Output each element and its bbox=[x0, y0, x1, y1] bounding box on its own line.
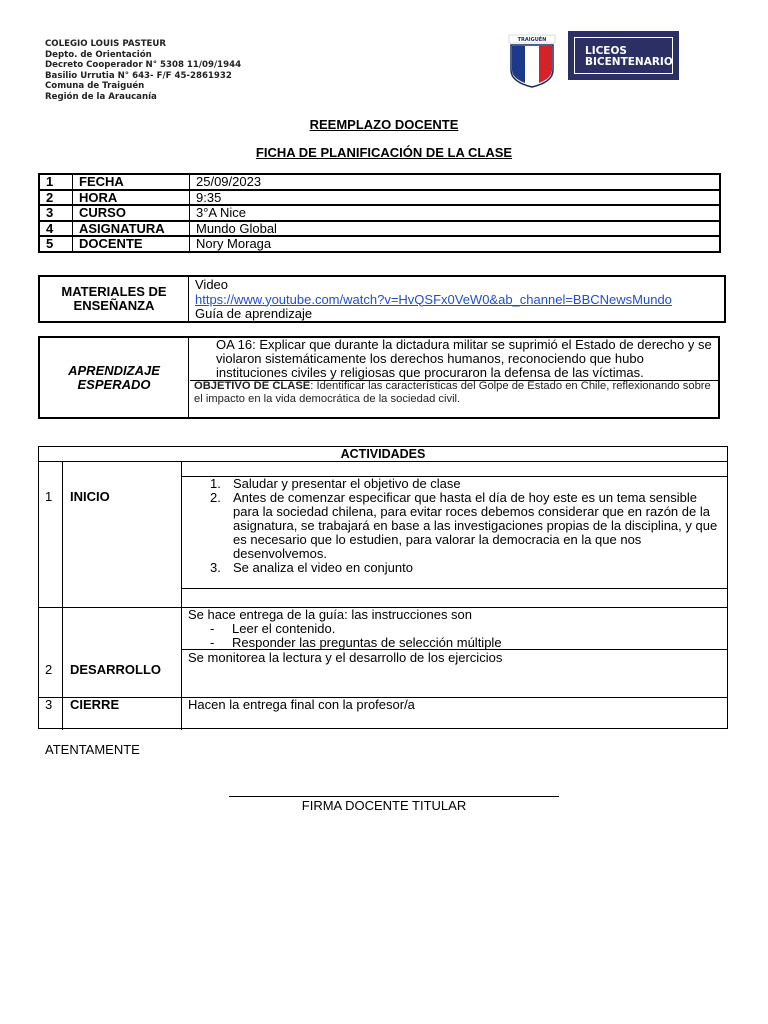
signature-label: FIRMA DOCENTE TITULAR bbox=[301, 798, 467, 813]
row-label: HORA bbox=[73, 190, 190, 206]
row-number: 2 bbox=[39, 190, 73, 206]
desarrollo-label: DESARROLLO bbox=[70, 662, 161, 677]
class-objective-text: : Identificar las características del Golpe de Estado en Chile, reflexionando sobre el impacto en la vida democrática de la sociedad civil. bbox=[194, 380, 711, 405]
school-name: COLEGIO LOUIS PASTEUR bbox=[45, 39, 167, 49]
materials-label: MATERIALES DE ENSEÑANZA bbox=[40, 277, 189, 321]
row-value: Nory Moraga bbox=[190, 236, 721, 252]
closing-text: ATENTAMENTE bbox=[45, 742, 140, 757]
traiguen-crest-logo bbox=[508, 34, 556, 88]
logo-line-2: BICENTENARIO bbox=[585, 56, 673, 68]
row-label: DOCENTE bbox=[73, 236, 190, 252]
materials-video: Video bbox=[195, 277, 229, 292]
list-item: 2. Antes de comenzar especificar que hasta el día de hoy este es un tema sensible para la sociedad chilena, para evitar roces debemos considerar que en razón de la asignatura, se trabajará en base a las investigaciones propias de la disciplina, y que es necesario que lo estudien, para valorar la democracia en la que nos desenvolvemos. bbox=[210, 490, 718, 561]
school-department: Depto. de Orientación bbox=[45, 49, 152, 60]
class-objective-label: OBJETIVO DE CLASE bbox=[194, 380, 311, 392]
desarrollo-instructions bbox=[188, 608, 723, 650]
table-row bbox=[39, 236, 720, 252]
learning-objective-oa: OA 16: Explicar que durante la dictadura militar se suprimió el Estado de derecho y se violaron sistemáticamente los derechos humanos, reconociendo que hubo instituciones civiles y religiosas que procuraron la defensa de las víctimas. bbox=[190, 338, 718, 381]
learning-label: APRENDIZAJE ESPERADO bbox=[40, 338, 189, 417]
document-subtitle: FICHA DE PLANIFICACIÓN DE LA CLASE bbox=[255, 145, 513, 160]
table-row bbox=[39, 190, 720, 206]
row-label: FECHA bbox=[73, 174, 190, 190]
row-number: 1 bbox=[39, 174, 73, 190]
document-title: REEMPLAZO DOCENTE bbox=[309, 117, 459, 132]
list-item: - Leer el contenido. bbox=[210, 621, 336, 636]
desarrollo-intro: Se hace entrega de la guía: las instrucciones son bbox=[188, 607, 473, 622]
class-objective bbox=[190, 380, 718, 406]
video-link[interactable]: https://www.youtube.com/watch?v=HvQSFx0VeW0&ab_channel=BBCNewsMundo bbox=[195, 291, 672, 307]
row-value: Mundo Global bbox=[190, 221, 721, 237]
list-item: 1. Saludar y presentar el objetivo de clase bbox=[210, 476, 461, 491]
cierre-label: CIERRE bbox=[70, 697, 120, 712]
school-address: Basilio Urrutia N° 643- F/F 45-2861932 bbox=[45, 70, 232, 81]
table-row bbox=[39, 221, 720, 237]
school-region: Región de la Araucanía bbox=[45, 91, 157, 102]
table-row bbox=[39, 174, 720, 190]
list-item: 3. Se analiza el video en conjunto bbox=[210, 560, 413, 575]
row-value: 3°A Nice bbox=[190, 205, 721, 221]
row-label: CURSO bbox=[73, 205, 190, 221]
materials-guide: Guía de aprendizaje bbox=[195, 306, 313, 321]
desarrollo-number: 2 bbox=[45, 662, 53, 677]
liceos-bicentenario-logo bbox=[568, 31, 679, 80]
crest-label: TRAIGUÉN bbox=[517, 37, 547, 43]
row-number: 3 bbox=[39, 205, 73, 221]
logo-line-1: LICEOS bbox=[585, 45, 627, 57]
cierre-number: 3 bbox=[45, 697, 53, 712]
row-value: 9:35 bbox=[190, 190, 721, 206]
class-info-table bbox=[38, 173, 721, 253]
cierre-text: Hacen la entrega final con la profesor/a bbox=[188, 697, 415, 712]
school-commune: Comuna de Traiguén bbox=[45, 81, 145, 92]
inicio-content bbox=[188, 477, 723, 575]
table-row bbox=[39, 205, 720, 221]
school-decree: Decreto Cooperador N° 5308 11/09/1944 bbox=[45, 60, 242, 71]
activities-table bbox=[38, 446, 728, 729]
row-label: ASIGNATURA bbox=[73, 221, 190, 237]
learning-box bbox=[38, 336, 720, 419]
materials-box bbox=[38, 275, 726, 323]
row-number: 4 bbox=[39, 221, 73, 237]
list-item: - Responder las preguntas de selección múltiple bbox=[210, 635, 502, 650]
row-number: 5 bbox=[39, 236, 73, 252]
activities-header: ACTIVIDADES bbox=[39, 447, 727, 462]
school-info bbox=[45, 39, 241, 103]
inicio-number: 1 bbox=[45, 489, 53, 504]
desarrollo-monitor: Se monitorea la lectura y el desarrollo de los ejercicios bbox=[188, 650, 503, 665]
materials-content bbox=[195, 278, 672, 322]
signature-line bbox=[229, 796, 559, 797]
inicio-label: INICIO bbox=[70, 489, 110, 504]
row-value: 25/09/2023 bbox=[190, 174, 721, 190]
